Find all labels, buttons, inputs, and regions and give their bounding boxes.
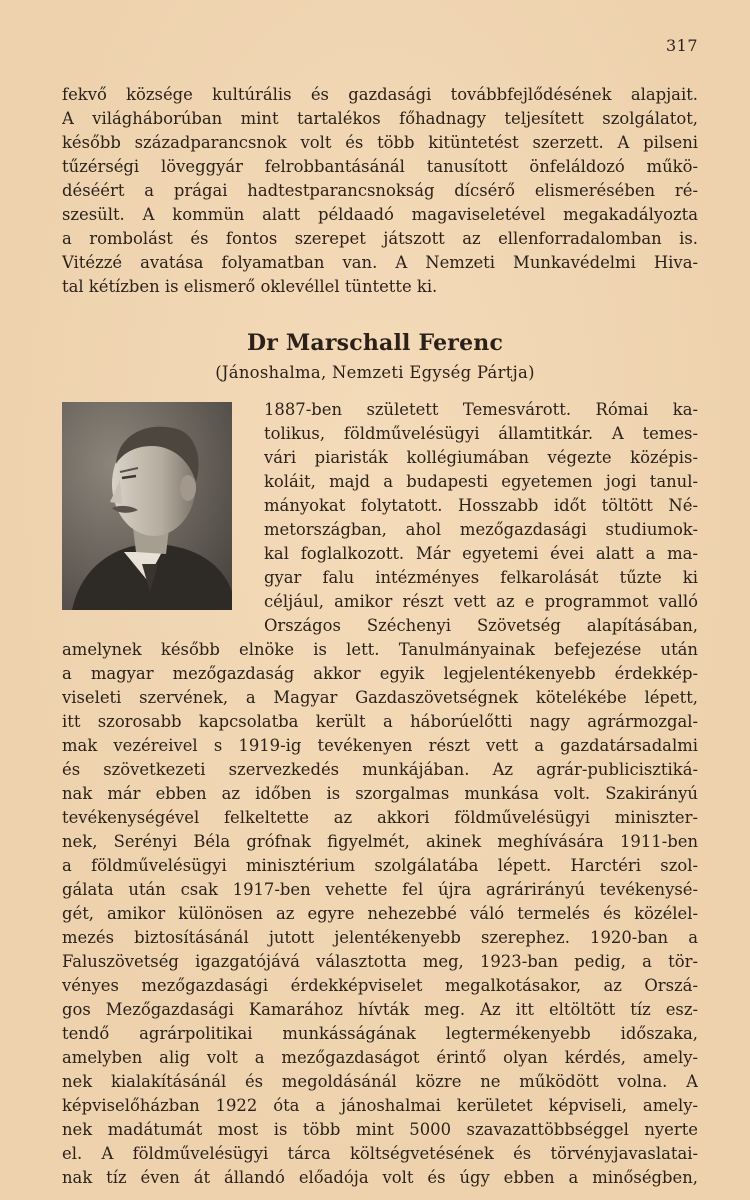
- text-line: tolikus, földművelésügyi államtitkár. A temes-: [264, 424, 698, 443]
- text-line: tevékenységével felkeltette az akkori földművelésügyi miniszter-: [62, 808, 698, 827]
- text-line: vári piaristák kollégiumában végezte középis-: [264, 448, 698, 467]
- text-line: amelynek később elnöke is lett. Tanulmányainak befejezése után: [62, 640, 698, 659]
- text-line: vényes mezőgazdasági érdekképviselet megalkotásakor, az Orszá-: [62, 976, 698, 995]
- text-line: déséért a prágai hadtestparancsnokság dícsérő elismerésében ré-: [62, 181, 698, 200]
- text-line: mezés biztosításánál jutott jelentékenyebb szerephez. 1920-ban a: [62, 928, 698, 947]
- text-line: Országos Széchenyi Szövetség alapításában,: [264, 616, 698, 635]
- text-line: Faluszövetség igazgatójává választotta meg, 1923-ban pedig, a tör-: [62, 952, 698, 971]
- text-line: kal foglalkozott. Már egyetemi évei alatt a ma-: [264, 544, 698, 563]
- text-line: nak tíz éven át állandó előadója volt és úgy ebben a minőségben,: [62, 1168, 698, 1187]
- text-line: képviselőházban 1922 óta a jánoshalmai kerületet képviseli, amely-: [62, 1096, 698, 1115]
- text-line: metországban, ahol mezőgazdasági studiumok-: [264, 520, 698, 539]
- text-line: viseleti szervének, a Magyar Gazdaszövetségnek kötelékébe lépett,: [62, 688, 698, 707]
- text-line: nak már ebben az időben is szorgalmas munkása volt. Szakirányú: [62, 784, 698, 803]
- text-line: tűzérségi löveggyár felrobbantásánál tanusított önfeláldozó műkö-: [62, 157, 698, 176]
- text-line: A világháborúban mint tartalékos főhadnagy teljesített szolgálatot,: [62, 109, 698, 128]
- text-line: gálata után csak 1917-ben vehette fel újra agrárirányú tevékenysé-: [62, 880, 698, 899]
- text-line: fekvő községe kultúrális és gazdasági továbbfejlődésének alapjait.: [62, 85, 698, 104]
- text-line: nek kialakításánál és megoldásánál közre ne működött volna. A: [62, 1072, 698, 1091]
- section-title: Dr Marschall Ferenc: [246, 330, 504, 356]
- text-line: itt szorosabb kapcsolatba került a háborúelőtti nagy agrármozgal-: [62, 712, 698, 731]
- text-line: tal kétízben is elismerő oklevéllel tüntette ki.: [62, 277, 438, 296]
- text-line: később századparancsnok volt és több kitüntetést szerzett. A pilseni: [62, 133, 698, 152]
- text-line: amelyben alig volt a mezőgazdaságot érintő olyan kérdés, amely-: [62, 1048, 698, 1067]
- text-line: tendő agrárpolitikai munkásságának legtermékenyebb időszaka,: [62, 1024, 698, 1043]
- text-line: nek, Serényi Béla grófnak figyelmét, akinek meghívására 1911-ben: [62, 832, 698, 851]
- text-line: Vitézzé avatása folyamatban van. A Nemzeti Munkavédelmi Hiva-: [62, 253, 698, 272]
- text-line: mányokat folytatott. Hosszabb időt töltött Né-: [264, 496, 698, 515]
- page-number: 317: [665, 36, 698, 55]
- section-subtitle: (Jánoshalma, Nemzeti Egység Pártja): [215, 363, 535, 382]
- text-line: mak vezéreivel s 1919-ig tevékenyen részt vett a gazdatársadalmi: [62, 736, 698, 755]
- text-line: céljául, amikor részt vett az e programmot valló: [264, 592, 698, 611]
- text-line: a magyar mezőgazdaság akkor egyik legjelentékenyebb érdekkép-: [62, 664, 698, 683]
- text-line: el. A földművelésügyi tárca költségvetésének és törvényjavaslatai-: [62, 1144, 698, 1163]
- text-line: nek madátumát most is több mint 5000 szavazattöbbséggel nyerte: [62, 1120, 698, 1139]
- text-line: a rombolást és fontos szerepet játszott az ellenforradalomban is.: [62, 229, 698, 248]
- text-line: szesült. A kommün alatt példaadó magaviseletével megakadályozta: [62, 205, 698, 224]
- portrait-photo: [62, 402, 232, 610]
- text-line: gos Mezőgazdasági Kamarához hívták meg. Az itt eltöltött tíz esz-: [62, 1000, 698, 1019]
- text-line: a földművelésügyi minisztérium szolgálatába lépett. Harctéri szol-: [62, 856, 698, 875]
- text-line: gét, amikor különösen az egyre nehezebbé váló termelés és közélel-: [62, 904, 698, 923]
- text-line: és szövetkezeti szervezkedés munkájában. Az agrár-publicisztiká-: [62, 760, 698, 779]
- text-line: koláit, majd a budapesti egyetemen jogi tanul-: [264, 472, 698, 491]
- text-line: 1887-ben született Temesvárott. Római ka-: [264, 400, 698, 419]
- text-line: gyar falu intézményes felkarolását tűzte ki: [264, 568, 698, 587]
